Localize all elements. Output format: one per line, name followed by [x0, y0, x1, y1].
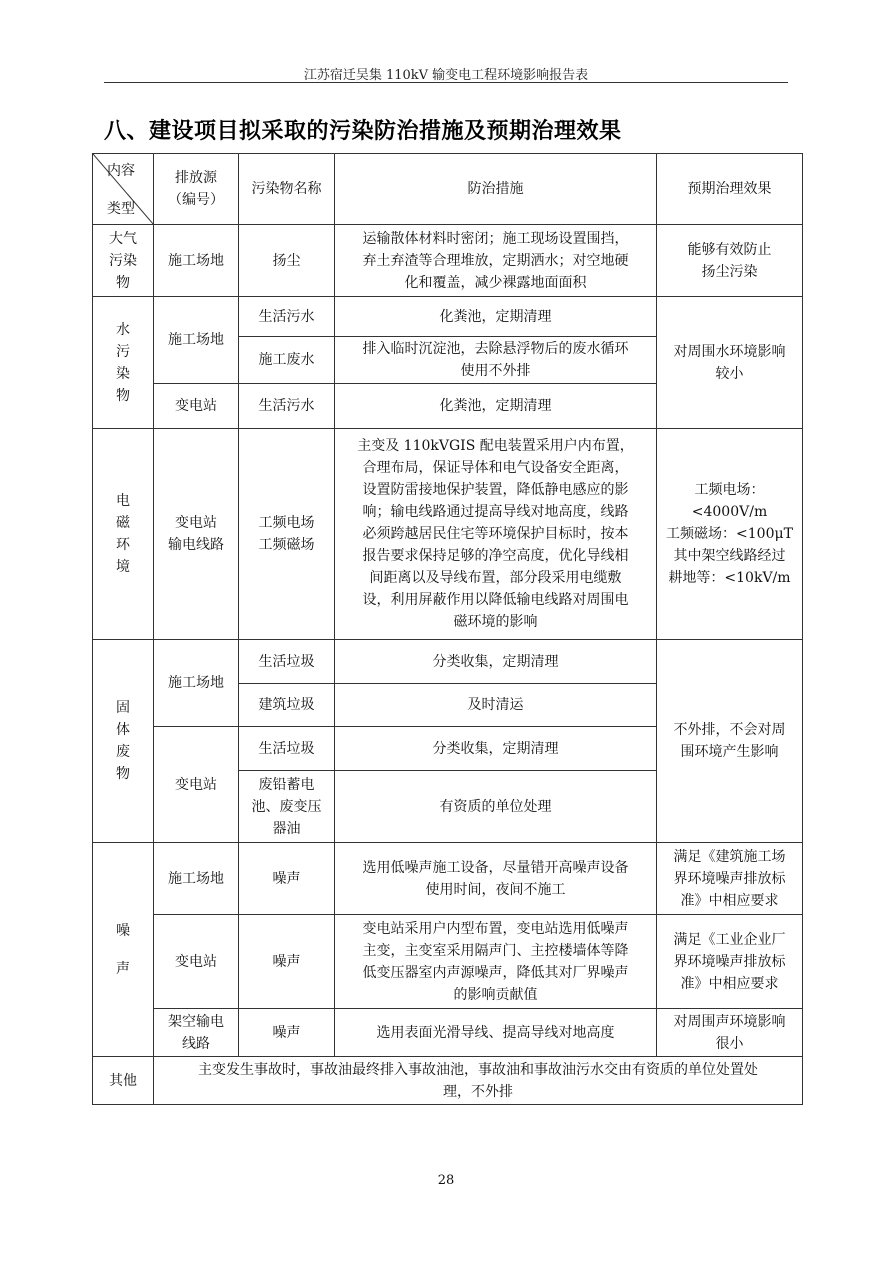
pollutant-cell: 生活污水 — [239, 384, 335, 429]
header-divider — [104, 82, 788, 83]
type-noise: 噪 声 — [93, 843, 154, 1057]
measure-cell: 选用表面光滑导线、提高导线对地高度 — [335, 1009, 657, 1057]
header-measures: 防治措施 — [335, 154, 657, 225]
pollution-control-table — [92, 153, 803, 1105]
effect-cell: 对周围水环境影响 较小 — [657, 297, 803, 429]
pollutant-cell: 噪声 — [239, 915, 335, 1009]
table-row-em — [93, 429, 803, 640]
source-cell: 施工场地 — [154, 225, 239, 297]
type-air: 大气 污染 物 — [93, 225, 154, 297]
pollutant-cell: 扬尘 — [239, 225, 335, 297]
measure-cell: 化粪池，定期清理 — [335, 384, 657, 429]
measure-cell: 主变及 110kVGIS 配电装置采用户内布置， 合理布局，保证导体和电气设备安全距离， 设置防雷接地保护装置，降低静电感应的影 响；输电线路通过提高导线对地高度，线路 必须跨越居民住宅等环境保护目标时，按本 报告要求保持足够的净空高度，优化导线相 间距离以及导线布置，部分段采用电缆敷 设，利用屏蔽作用以降低输电线路对周围电 磁环境的影响 — [335, 429, 657, 640]
table-row-water-1 — [93, 297, 803, 337]
header-pollutant: 污染物名称 — [239, 154, 335, 225]
table-row-noise-2 — [93, 915, 803, 1009]
table-header-row — [93, 154, 803, 225]
measure-cell: 分类收集，定期清理 — [335, 727, 657, 771]
effect-cell: 工频电场： <4000V/m 工频磁场：<100μT 其中架空线路经过 耕地等：<10kV/m — [657, 429, 803, 640]
table-row-noise-1 — [93, 843, 803, 915]
pollutant-cell: 噪声 — [239, 843, 335, 915]
source-cell: 架空输电 线路 — [154, 1009, 239, 1057]
pollutant-cell: 生活垃圾 — [239, 640, 335, 684]
pollutant-cell: 生活垃圾 — [239, 727, 335, 771]
running-header: 江苏宿迁吴集 110kV 输变电工程环境影响报告表 — [303, 68, 589, 83]
measure-cell: 变电站采用户内型布置，变电站选用低噪声 主变，主变室采用隔声门、主控楼墙体等降 低变压器室内声源噪声，降低其对厂界噪声 的影响贡献值 — [335, 915, 657, 1009]
effect-cell: 满足《建筑施工场 界环境噪声排放标 准》中相应要求 — [657, 843, 803, 915]
source-cell: 变电站 — [154, 727, 239, 843]
type-solid: 固 体 废 物 — [93, 640, 154, 843]
other-text-cell: 主变发生事故时，事故油最终排入事故油池，事故油和事故油污水交由有资质的单位处置处 理，不外排 — [154, 1057, 803, 1105]
effect-cell: 不外排，不会对周 围环境产生影响 — [657, 640, 803, 843]
pollutant-cell: 噪声 — [239, 1009, 335, 1057]
table-row-noise-3 — [93, 1009, 803, 1057]
effect-cell: 对周围声环境影响 很小 — [657, 1009, 803, 1057]
measure-cell: 有资质的单位处理 — [335, 771, 657, 843]
measure-cell: 排入临时沉淀池，去除悬浮物后的废水循环 使用不外排 — [335, 337, 657, 384]
table-row-air — [93, 225, 803, 297]
source-cell: 变电站 — [154, 384, 239, 429]
measure-cell: 及时清运 — [335, 684, 657, 727]
type-em: 电 磁 环 境 — [93, 429, 154, 640]
source-cell: 变电站 输电线路 — [154, 429, 239, 640]
source-cell: 施工场地 — [154, 843, 239, 915]
table-row-solid-1 — [93, 640, 803, 684]
effect-cell: 满足《工业企业厂 界环境噪声排放标 准》中相应要求 — [657, 915, 803, 1009]
measure-cell: 运输散体材料时密闭；施工现场设置围挡， 弃土弃渣等合理堆放，定期洒水；对空地硬 化和覆盖，减少裸露地面面积 — [335, 225, 657, 297]
header-source: 排放源 （编号） — [154, 154, 239, 225]
pollutant-cell: 废铅蓄电 池、废变压 器油 — [239, 771, 335, 843]
pollutant-cell: 施工废水 — [239, 337, 335, 384]
source-cell: 施工场地 — [154, 640, 239, 727]
source-cell: 变电站 — [154, 915, 239, 1009]
measure-cell: 选用低噪声施工设备，尽量错开高噪声设备 使用时间，夜间不施工 — [335, 843, 657, 915]
page-number: 28 — [437, 1173, 455, 1188]
measure-cell: 分类收集，定期清理 — [335, 640, 657, 684]
effect-cell: 能够有效防止 扬尘污染 — [657, 225, 803, 297]
section-title: 八、建设项目拟采取的污染防治措施及预期治理效果 — [104, 119, 622, 144]
source-cell: 施工场地 — [154, 297, 239, 384]
table-row-other — [93, 1057, 803, 1105]
pollutant-cell: 建筑垃圾 — [239, 684, 335, 727]
diagonal-header-cell — [93, 154, 154, 225]
type-other: 其他 — [93, 1057, 154, 1105]
pollutant-cell: 生活污水 — [239, 297, 335, 337]
header-effect: 预期治理效果 — [657, 154, 803, 225]
measure-cell: 化粪池，定期清理 — [335, 297, 657, 337]
pollutant-cell: 工频电场 工频磁场 — [239, 429, 335, 640]
header-content: 内容 — [107, 163, 135, 179]
header-type: 类型 — [107, 201, 135, 217]
type-water: 水 污 染 物 — [93, 297, 154, 429]
